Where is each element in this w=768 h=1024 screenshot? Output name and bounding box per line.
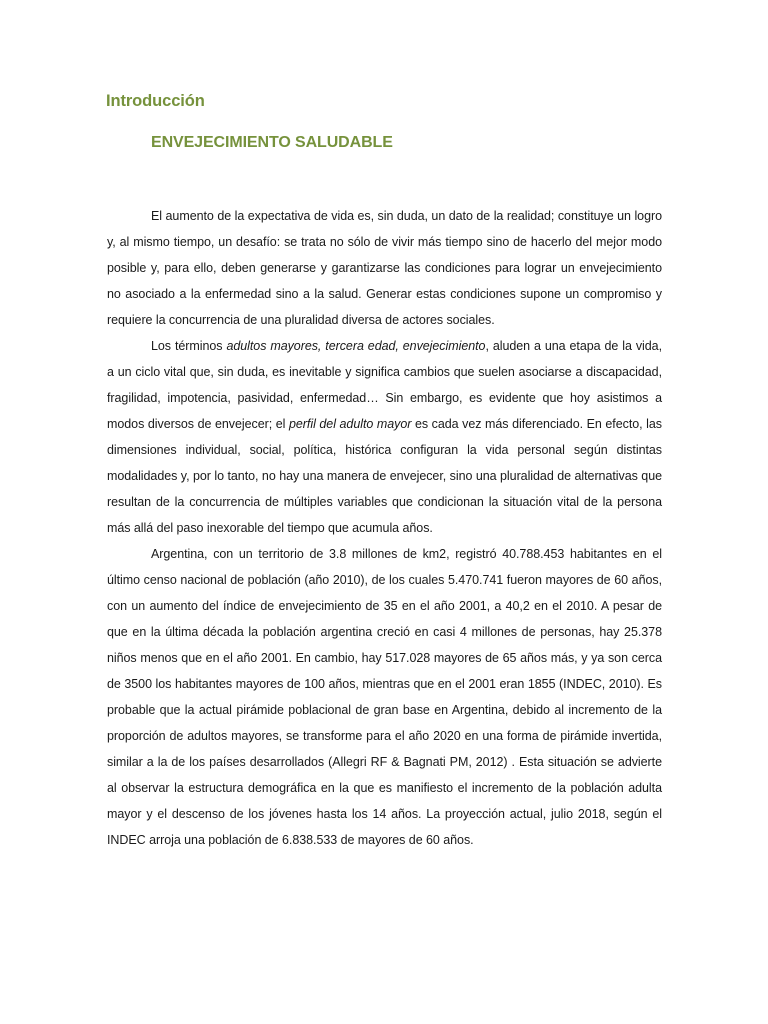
paragraph-2-text-b: , aluden a una etapa de la vida, a un ciclo vital que, sin duda, es inevitable y significa cambios que suelen asociarse a discapacidad, fragilidad, impotencia, pasividad, enfermedad… Sin embargo, es evidente que hoy asistimos a modos diversos de envejecer; el — [107, 339, 662, 431]
paragraph-1 — [107, 203, 662, 333]
body-text — [107, 203, 662, 853]
paragraph-1-text: El aumento de la expectativa de vida es, sin duda, un dato de la realidad; constituye un logro y, al mismo tiempo, un desafío: se trata no sólo de vivir más tiempo sino de hacerlo del mejor modo posible y, para ello, deben generarse y garantizarse las condiciones para lograr un envejecimiento no asociado a la enfermedad sino a la salud. Generar estas condiciones supone un compromiso y requiere la concurrencia de una pluralidad diversa de actores sociales. — [107, 209, 662, 327]
section-subheading: ENVEJECIMIENTO SALUDABLE — [151, 134, 393, 151]
paragraph-2-italic-profile: perfil del adulto mayor — [289, 417, 412, 431]
paragraph-2-text-a: Los términos — [151, 339, 227, 353]
paragraph-3 — [107, 541, 662, 853]
paragraph-2-italic-terms: adultos mayores, tercera edad, envejecimiento — [226, 339, 486, 353]
paragraph-2-text-c: es cada vez más diferenciado. En efecto, las dimensiones individual, social, política, histórica configuran la vida personal según distintas modalidades y, por lo tanto, no hay una manera de envejecer, sino una pluralidad de alternativas que resultan de la concurrencia de múltiples variables que condicionan la situación vital de la persona más allá del paso inexorable del tiempo que acumula años. — [107, 417, 662, 535]
paragraph-2 — [107, 333, 662, 541]
section-heading: Introducción — [106, 92, 205, 110]
paragraph-3-text: Argentina, con un territorio de 3.8 millones de km2, registró 40.788.453 habitantes en el último censo nacional de población (año 2010), de los cuales 5.470.741 fueron mayores de 60 años, con un aumento del índice de envejecimiento de 35 en el año 2001, a 40,2 en el 2010. A pesar de que en la última década la población argentina creció en casi 4 millones de personas, hay 25.378 niños menos que en el año 2001. En cambio, hay 517.028 mayores de 65 años más, y ya son cerca de 3500 los habitantes mayores de 100 años, mientras que en el 2001 eran 1855 (INDEC, 2010). Es probable que la actual pirámide poblacional de gran base en Argentina, debido al incremento de la proporción de adultos mayores, se transforme para el año 2020 en una forma de pirámide invertida, similar a la de los países desarrollados (Allegri RF & Bagnati PM, 2012) . Esta situación se advierte al observar la estructura demográfica en la que es manifiesto el incremento de la población adulta mayor y el descenso de los jóvenes hasta los 14 años. La proyección actual, julio 2018, según el INDEC arroja una población de 6.838.533 de mayores de 60 años. — [107, 547, 662, 847]
